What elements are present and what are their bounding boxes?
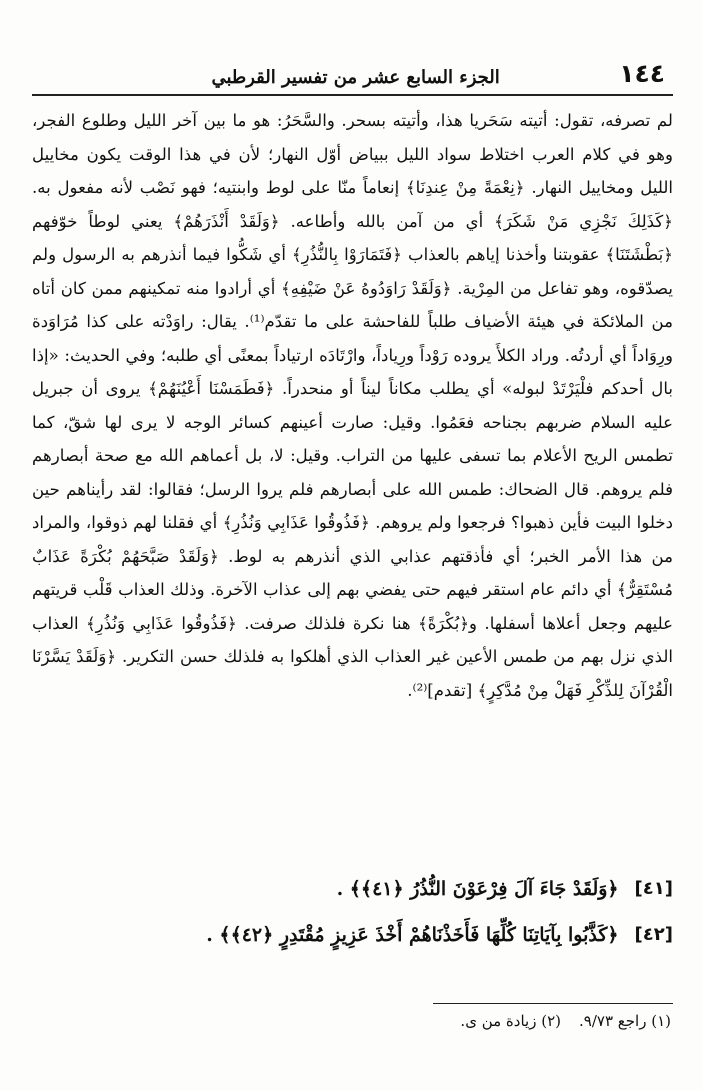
commentary-paragraph: لم تصرفه، تقول: أتيته سَحَريا هذا، وأتيته بسحر. والسَّحَرُ: هو ما بين آخر الليل وطلوع الفجر، وهو في كلام العرب اختلاط سواد الليل ببياض أوّل النهار؛ لأن في هذا الوقت يكون مخاييل الليل ومخاييل النهار. ﴿نِعْمَةً مِنْ عِندِنَا﴾ إنعاماً منّا على لوط وابنتيه؛ فهو نَصْب لأنه مفعول به. ﴿كَذَلِكَ نَجْزِي مَنْ شَكَرَ﴾ أي من آمن بالله وأطاعه. ﴿وَلَقَدْ أَنْذَرَهُمْ﴾ يعني لوطاً خوّفهم ﴿بَطْشَتَنَا﴾ عقوبتنا وأخذنا إياهم بالعذاب ﴿فَتَمَارَوْا بِالنُّذُرِ﴾ أي شَكُّوا فيما أنذرهم به الرسول ولم يصدّقوه، وهو تفاعل من المِرْية. ﴿وَلَقَدْ رَاوَدُوهُ عَنْ ضَيْفِهِ﴾ أي أرادوا منه تمكينهم ممن كان أتاه من الملائكة في هيئة الأضياف طلباً للفاحشة على ما تقدّم⁽¹⁾. يقال: راوَدْته على كذا مُرَاوَدة ورِوَاداً أي أردتُه. وراد الكلأَ يروده رَوْداً ورِياداً، وارْتَادَه ارتياداً بمعنًى أي طلبه؛ وفي الحديث: «إذا بال أحدكم فلْيَرْتَدْ لبوله» أي يطلب مكاناً ليناً أو منحدراً. ﴿فَطَمَسْنَا أَعْيُنَهُمْ﴾ يروى أن جبريل عليه السلام ضربهم بجناحه فعَمُوا. وقيل: صارت أعينهم كسائر الوجه لا يرى لها شقّ، كما تطمس الريح الأعلام بما تسفى عليها من التراب. وقيل: لا، بل أعماهم الله مع صحة أبصارهم فلم يروهم. قال الضحاك: طمس الله على أبصارهم فلم يروا الرسل؛ فقالوا: لقد رأيناهم حين دخلوا البيت فأين ذهبوا؟ فرجعوا ولم يروهم. ﴿فَذُوقُوا عَذَابِي وَنُذُرِ﴾ أي فقلنا لهم ذوقوا، والمراد من هذا الأمر الخبر؛ أي فأذقتهم عذابي الذي أنذرهم به لوط. ﴿وَلَقَدْ صَبَّحَهُمْ بُكْرَةً عَذَابٌ مُسْتَقِرٌّ﴾ أي دائم عام استقر فيهم حتى يفضي بهم إلى عذاب الآخرة. وذلك العذاب قَلْب قريتهم عليهم وجعل أعلاها أسفلها. و﴿بُكْرَةً﴾ هنا نكرة فلذلك صرفت. ﴿فَذُوقُوا عَذَابِي وَنُذُرِ﴾ العذاب الذي نزل بهم من طمس الأعين غير العذاب الذي أهلكوا به فلذلك حسن التكرير. ﴿وَلَقَدْ يَسَّرْنَا الْقُرْآنَ لِلذِّكْرِ فَهَلْ مِنْ مُدَّكِرٍ﴾ [تقدم]⁽²⁾. — [32, 111, 673, 700]
footnote-divider — [433, 1003, 673, 1004]
verse-42 — [32, 912, 673, 958]
verse-41 — [32, 866, 673, 912]
verse-block — [32, 866, 673, 958]
footnote-1: (١) راجع ٩/٧٣. — [579, 1012, 671, 1030]
page-number: ١٤٤ — [619, 59, 665, 88]
footnote-2: (٢) زيادة من ى. — [460, 1012, 561, 1030]
commentary-text — [32, 104, 673, 707]
header-title: الجزء السابع عشر من تفسير القرطبي — [211, 67, 500, 88]
verse-text: ﴿وَلَقَدْ جَاءَ آلَ فِرْعَوْنَ النُّذُرُ ﴿٤١﴾﴾ . — [336, 878, 619, 900]
footnotes — [460, 1012, 671, 1030]
running-header — [32, 59, 673, 96]
verse-number: [٤١] — [634, 878, 673, 899]
verse-number: [٤٢] — [634, 924, 673, 945]
verse-text: ﴿كَذَّبُوا بِآيَاتِنَا كُلِّهَا فَأَخَذْنَاهُمْ أَخْذَ عَزِيزٍ مُقْتَدِرٍ ﴿٤٢﴾﴾ . — [206, 924, 619, 946]
